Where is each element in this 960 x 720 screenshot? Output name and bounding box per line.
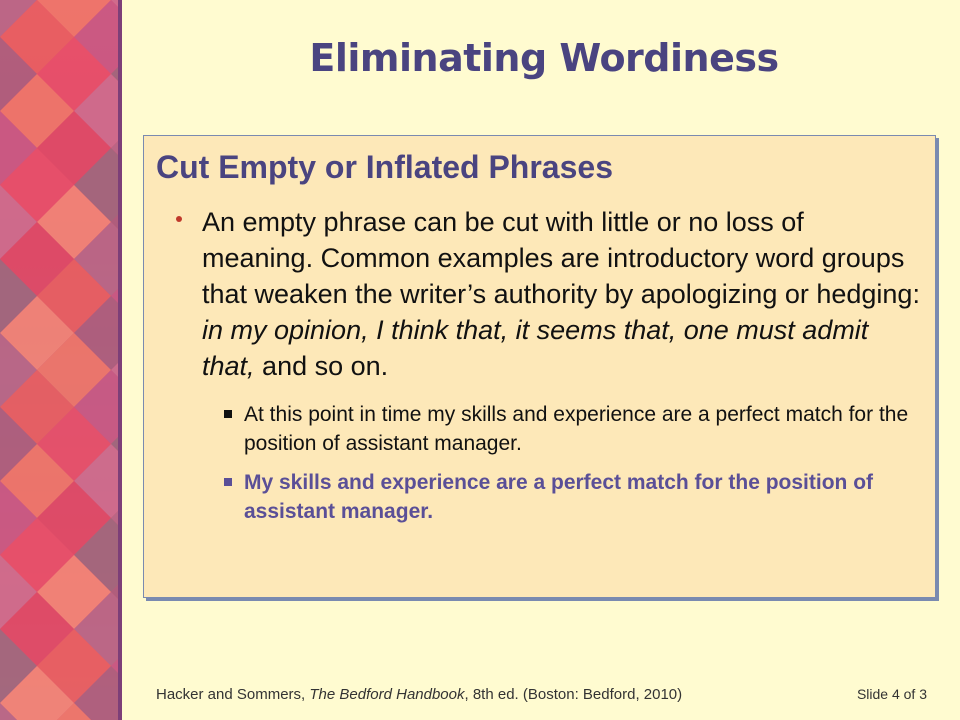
band-divider <box>118 0 122 720</box>
footer-part-italic: The Bedford Handbook <box>309 686 465 703</box>
bullet-part-italic: in my opinion, I think that, it seems that, one must admit that, <box>202 315 869 381</box>
square-bullet-icon <box>224 410 232 418</box>
bullet-part: and so on. <box>254 351 389 381</box>
main-bullet-text <box>202 204 922 384</box>
section-heading: Cut Empty or Inflated Phrases <box>156 149 613 185</box>
bullet-dot-icon <box>176 216 182 222</box>
citation-footer <box>156 686 682 703</box>
content-box <box>143 135 936 598</box>
footer-part: , 8th ed. (Boston: Bedford, 2010) <box>464 686 683 703</box>
decorative-diamond-band <box>0 0 118 720</box>
footer-part: Hacker and Sommers, <box>156 686 310 703</box>
slide-number: Slide 4 of 3 <box>856 686 927 702</box>
bullet-part: An empty phrase can be cut with little or no loss of meaning. Common examples are introductory word groups that weaken the writer’s authority by apologizing or hedging: <box>202 207 920 309</box>
slide-title: Eliminating Wordiness <box>309 36 779 80</box>
sub-bullet-wordy: At this point in time my skills and experience are a perfect match for the position of assistant manager. <box>244 403 909 455</box>
square-bullet-icon <box>224 478 232 486</box>
sub-bullet-revised: My skills and experience are a perfect match for the position of assistant manager. <box>244 471 874 523</box>
diamond-pattern <box>0 0 118 720</box>
